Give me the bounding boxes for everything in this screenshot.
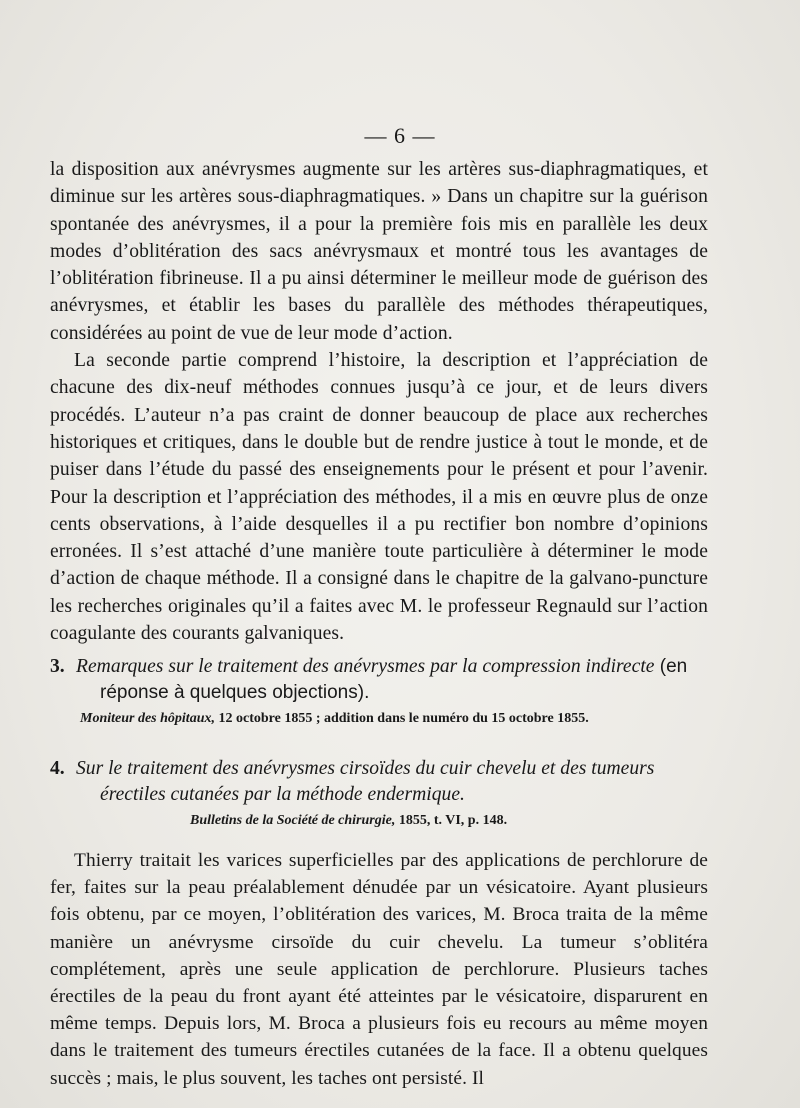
bibliography-entry — [50, 756, 710, 830]
entry-title-plain: (en réponse à quelques objections). — [100, 656, 688, 703]
entry-citation — [50, 812, 710, 830]
paragraph: La seconde partie comprend l’histoire, la description et l’appréciation de chacune des dix-neuf méthodes connues jusqu’à ce jour, et de leurs divers procédés. L’auteur n’a pas craint de donner beaucoup de place aux recherches historiques et critiques, dans le double but de rendre justice à tout le monde, et de puiser dans l’étude du passé des enseignements pour le présent et pour l’avenir. Pour la description et l’appréciation des méthodes, il a mis en œuvre plus de onze cents observations, à l’aide desquelles il a pu rectifier bon nombre d’opinions erronées. Il s’est attaché d’une manière toute particulière à déterminer le mode d’action de chaque méthode. Il a consigné dans le chapitre de la galvano-puncture les recherches originales qu’il a faites avec M. le professeur Regnauld sur l’action coagulante des courants galvaniques. — [50, 350, 708, 645]
paragraph: la disposition aux anévrysmes augmente sur les artères sus-diaphragmatiques, et diminue sur les artères sous-diaphragmatiques. » Dans un chapitre sur la guérison spontanée des anévrysmes, il a pour la première fois mis en parallèle les deux modes d’oblitération des sacs anévrysmaux et montré tous les avantages de l’oblitération fibrineuse. Il a pu ainsi déterminer le meilleur mode de guérison des anévrysmes, et établir les bases du parallèle des méthodes thérapeutiques, considérées au point de vue de leur mode d’action. — [50, 159, 708, 344]
page-number: — 6 — — [364, 123, 436, 148]
entry-number: 4. — [50, 758, 65, 779]
citation-details: 12 octobre 1855 ; addition dans le numéro du 15 octobre 1855. — [214, 711, 589, 726]
bibliography-entry — [50, 654, 710, 728]
entry-number: 3. — [50, 656, 65, 677]
entry-title-italic: Remarques sur le traitement des anévrysmes par la compression indirecte — [76, 656, 655, 677]
entry-title — [50, 654, 710, 706]
body-text-top — [50, 156, 708, 647]
citation-journal: Bulletins de la Société de chirurgie, — [190, 813, 396, 828]
entry-title-italic: Sur le traitement des anévrysmes cirsoïdes du cuir chevelu et des tumeurs érectiles cutanées par la méthode endermique. — [76, 758, 655, 805]
entry-title — [50, 756, 710, 808]
paragraph: Thierry traitait les varices superficielles par des applications de perchlorure de fer, faites sur la peau préalablement dénudée par un vésicatoire. Ayant plusieurs fois obtenu, par ce moyen, l’oblitération des varices, M. Broca traita de la même manière un anévrysme cirsoïde du cuir chevelu. La tumeur s’oblitéra complétement, après une seule application de perchlorure. Plusieurs taches érectiles de la peau du front ayant été atteintes par le vésicatoire, disparurent en même temps. Depuis lors, M. Broca a plusieurs fois eu recours au même moyen dans le traitement des tumeurs érectiles cutanées de la face. Il a obtenu quelques succès ; mais, le plus souvent, les taches ont persisté. Il — [50, 850, 708, 1089]
body-text-bottom — [50, 847, 708, 1092]
citation-journal: Moniteur des hôpitaux, — [80, 711, 215, 726]
citation-details: 1855, t. VI, p. 148. — [395, 813, 508, 828]
entry-citation — [50, 710, 710, 728]
